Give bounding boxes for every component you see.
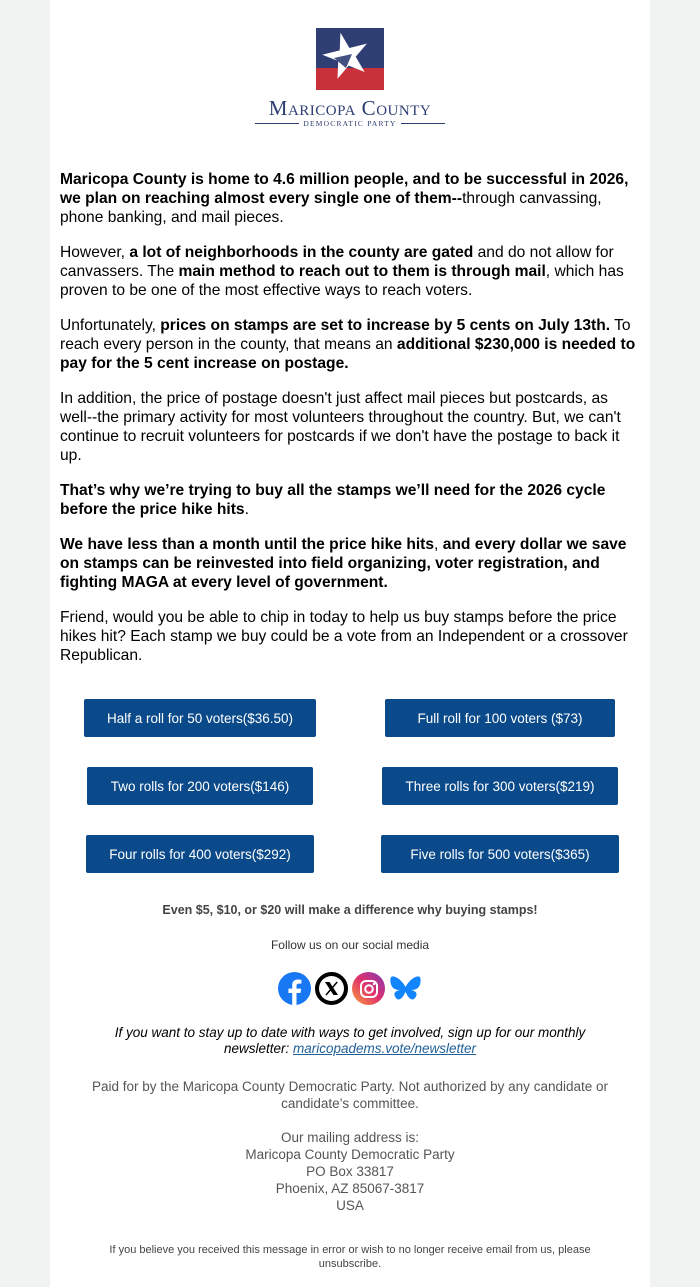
- text: To reach every person in the county, that means an: [60, 317, 631, 353]
- social-links: [278, 972, 422, 1005]
- donate-three-rolls-button[interactable]: Three rolls for 300 voters($219): [382, 767, 618, 805]
- footer-end: .: [378, 1258, 382, 1270]
- address-line-1: Maricopa County Democratic Party: [245, 1147, 455, 1162]
- facebook-icon[interactable]: [278, 972, 311, 1005]
- newsletter-text: If you want to stay up to date with ways to get involved, sign up for our monthly newsletter:: [114, 1025, 586, 1056]
- text: Unfortunately,: [60, 317, 161, 334]
- bold-text: That’s why we’re trying to buy all the stamps we’ll need for the 2026 cycle before the price hike hits: [60, 482, 606, 518]
- follow-us-text: Follow us on our social media: [270, 938, 430, 952]
- email-card: [50, 0, 650, 1287]
- logo-subtitle: DEMOCRATIC PARTY: [303, 119, 397, 128]
- text: However,: [60, 244, 130, 261]
- x-icon[interactable]: [315, 972, 348, 1005]
- text: through canvassing, phone banking, and mail pieces.: [60, 190, 602, 226]
- donate-two-rolls-button[interactable]: Two rolls for 200 voters($146): [87, 767, 313, 805]
- address-line-4: USA: [336, 1198, 364, 1213]
- bold-text: and every dollar we save on stamps can be reinvested into field organizing, voter registration, and fighting MAGA at every level of government.: [60, 536, 627, 591]
- instagram-icon[interactable]: [352, 972, 385, 1005]
- paragraph-7: Friend, would you be able to chip in today to help us buy stamps before the price hikes hit? Each stamp we buy could be a vote from an Independent or a crossover Republican.: [60, 609, 628, 664]
- footer-text: If you believe you received this message in error or wish to no longer receive email from us, please: [109, 1244, 591, 1256]
- newsletter-link[interactable]: maricopadems.vote/newsletter: [292, 1041, 477, 1056]
- donate-four-rolls-button[interactable]: Four rolls for 400 voters($292): [86, 835, 314, 873]
- paragraph-6: [60, 535, 644, 592]
- address-line-3: Phoenix, AZ 85067-3817: [275, 1181, 425, 1196]
- address-line-2: PO Box 33817: [306, 1164, 394, 1179]
- paragraph-3: [60, 316, 644, 373]
- text: and do not allow for canvassers. The: [60, 244, 614, 280]
- bold-text: We have less than a month until the price hike hits: [60, 536, 435, 553]
- paid-for-disclaimer: Paid for by the Maricopa County Democratic Party. Not authorized by any candidate or candidate’s committee.: [91, 1079, 608, 1111]
- bold-text: prices on stamps are set to increase by 5 cents on July 13th.: [160, 317, 611, 334]
- paragraph-1: [60, 170, 644, 227]
- paragraph-2: [60, 243, 644, 300]
- bold-text: a lot of neighborhoods in the county are gated: [129, 244, 474, 261]
- email-body: [60, 170, 644, 681]
- mailing-address: [50, 1129, 650, 1214]
- donate-full-roll-button[interactable]: Full roll for 100 voters ($73): [385, 699, 615, 737]
- footer-unsubscribe-note: [80, 1243, 620, 1271]
- donate-half-roll-button[interactable]: Half a roll for 50 voters($36.50): [84, 699, 316, 737]
- logo-rule-right: [401, 123, 445, 124]
- star-logo-icon: [316, 28, 384, 95]
- text: ,: [434, 536, 443, 553]
- bold-text: additional $230,000 is needed to pay for the 5 cent increase on postage.: [60, 336, 636, 372]
- logo-rule-left: [255, 123, 299, 124]
- donate-five-rolls-button[interactable]: Five rolls for 500 voters($365): [381, 835, 619, 873]
- address-heading: Our mailing address is:: [280, 1130, 420, 1145]
- bold-text: main method to reach out to them is through mail: [178, 263, 546, 280]
- unsubscribe-link[interactable]: unsubscribe: [318, 1258, 379, 1270]
- newsletter-note: [90, 1025, 610, 1057]
- party-logo: [50, 28, 650, 128]
- small-amount-note: Even $5, $10, or $20 will make a difference why buying stamps!: [162, 903, 538, 917]
- bluesky-icon[interactable]: [389, 972, 422, 1005]
- paragraph-5: [60, 481, 644, 519]
- text: , which has proven to be one of the most effective ways to reach voters.: [60, 263, 624, 299]
- paragraph-4: In addition, the price of postage doesn't just affect mail pieces but postcards, as well--the primary activity for most volunteers throughout the country. But, we can't continue to recruit volunteers for postcards if we don't have the postage to back it up.: [60, 390, 621, 464]
- text: .: [244, 501, 249, 518]
- logo-title: Maricopa County: [268, 96, 432, 120]
- bold-text: Maricopa County is home to 4.6 million people, and to be successful in 2026, we plan on reaching almost every single one of them--: [60, 171, 629, 207]
